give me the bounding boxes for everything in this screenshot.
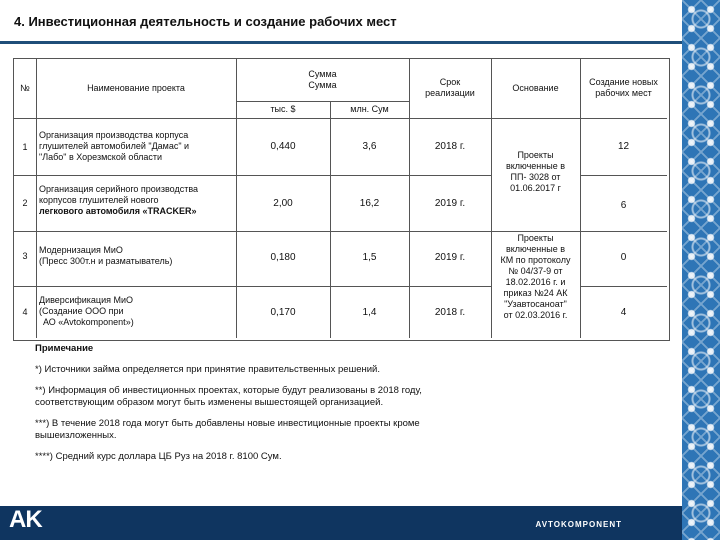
row-divider [14, 286, 491, 287]
row-2-uzs: 16,2 [359, 198, 380, 209]
row-1-uzs: 3,6 [362, 141, 377, 152]
row-divider [580, 175, 667, 176]
header-sum-line1: Сумма [308, 69, 337, 79]
row-2-name [39, 184, 235, 217]
note-3-line1: ***) В течение 2018 года могут быть добавлены новые инвестиционные проекты кроме [35, 418, 420, 429]
header-name: Наименование проекта [87, 83, 185, 93]
row-4-name-line: Диверсификация МиО [39, 295, 133, 305]
col-divider [36, 59, 37, 338]
header-sum-usd: тыс. $ [270, 104, 296, 114]
row-divider [14, 118, 667, 119]
row-3-name [39, 245, 235, 267]
row-2-name-line: корпусов глушителей нового [39, 195, 159, 205]
header-term-line1: Срок [439, 77, 461, 87]
row-4-term: 2018 г. [434, 307, 466, 318]
row-2-jobs: 6 [620, 200, 627, 211]
note-3 [35, 418, 635, 442]
header-basis: Основание [512, 83, 559, 93]
row-3-jobs: 0 [620, 252, 627, 263]
row-4-name-line: АО «Avtokomponent») [43, 317, 134, 327]
header-num: № [20, 83, 30, 93]
basis-line: "Узавтосаноат" [504, 299, 567, 309]
header-jobs-line2: рабочих мест [595, 88, 652, 98]
row-4-name-line: (Создание ООО при [39, 306, 124, 316]
row-4-num: 4 [22, 307, 28, 317]
basis-rows-1-2 [491, 150, 580, 194]
header-sum [236, 69, 409, 91]
row-3-uzs: 1,5 [362, 252, 377, 263]
row-1-name-line: Организация производства корпуса [39, 130, 189, 140]
notes-section [35, 343, 635, 472]
row-divider [580, 286, 667, 287]
row-1-name [39, 130, 235, 163]
row-1-name-line: "Лабо" в Хорезмской области [39, 152, 163, 162]
title-underline [0, 41, 688, 44]
basis-line: № 04/37-9 от [508, 266, 563, 276]
note-3-line2: вышеизложенных. [35, 430, 117, 441]
row-1-term: 2018 г. [434, 141, 466, 152]
basis-line: включенные в [505, 161, 565, 171]
row-4-name [39, 295, 235, 328]
row-1-jobs: 12 [617, 141, 630, 152]
note-2-line2: соответствующим образом могут быть изменены вышестоящей организацией. [35, 397, 384, 408]
basis-line: ПП- 3028 от [510, 172, 561, 182]
investment-table [13, 58, 670, 341]
header-sum-uzs: млн. Сум [350, 104, 389, 114]
note-2-line1: **) Информация об инвестиционных проектах, которые будут реализованы в 2018 году, [35, 385, 422, 396]
basis-line: 01.06.2017 г [510, 183, 561, 193]
row-4-usd: 0,170 [270, 307, 296, 318]
header-term [409, 77, 491, 99]
note-1: *) Источники займа определяется при принятие правительственных решений. [35, 364, 380, 375]
basis-line: от 02.03.2016 г. [503, 310, 568, 320]
row-3-term: 2019 г. [434, 252, 466, 263]
col-divider [580, 59, 581, 338]
note-2 [35, 385, 635, 409]
note-4: ****) Средний курс доллара ЦБ Руз на 2018 г. 8100 Сум. [35, 451, 282, 462]
row-1-usd: 0,440 [270, 141, 296, 152]
row-divider [14, 175, 491, 176]
ornament-border [682, 0, 720, 540]
col-divider [330, 101, 331, 338]
row-1-num: 1 [22, 142, 28, 152]
row-1-name-line: глушителей автомобилей "Дамас" и [39, 141, 190, 151]
row-2-name-line: легкового автомобиля «TRACKER» [39, 206, 197, 216]
page-title: 4. Инвестиционная деятельность и создание рабочих мест [14, 14, 397, 29]
basis-rows-3-4 [491, 233, 580, 321]
row-3-num: 3 [22, 251, 28, 261]
row-3-name-line: (Пресс 300т.н и разматыватель) [39, 256, 173, 266]
row-divider [236, 101, 409, 102]
row-2-name-line: Организация серийного производства [39, 184, 198, 194]
basis-line: приказ №24 АК [503, 288, 568, 298]
row-2-num: 2 [22, 198, 28, 208]
footer-bar [0, 506, 682, 540]
basis-line: включенные в [505, 244, 565, 254]
company-logo: AK [9, 506, 42, 533]
notes-header: Примечание [35, 343, 94, 354]
row-2-term: 2019 г. [434, 198, 466, 209]
header-jobs [580, 77, 667, 99]
basis-line: Проекты [517, 233, 554, 243]
header-term-line2: реализации [425, 88, 475, 98]
row-4-jobs: 4 [620, 307, 627, 318]
row-2-usd: 2,00 [273, 198, 293, 209]
header-jobs-line1: Создание новых [589, 77, 658, 87]
row-3-name-line: Модернизация МиО [39, 245, 123, 255]
basis-line: Проекты [517, 150, 554, 160]
header-sum-line2: Сумма [308, 80, 337, 90]
row-divider [14, 231, 667, 232]
basis-line: 18.02.2016 г. и [505, 277, 566, 287]
basis-line: КМ по протоколу [500, 255, 571, 265]
company-brand: AVTOKOMPONENT [535, 520, 622, 529]
row-4-uzs: 1,4 [362, 307, 377, 318]
row-3-usd: 0,180 [270, 252, 296, 263]
